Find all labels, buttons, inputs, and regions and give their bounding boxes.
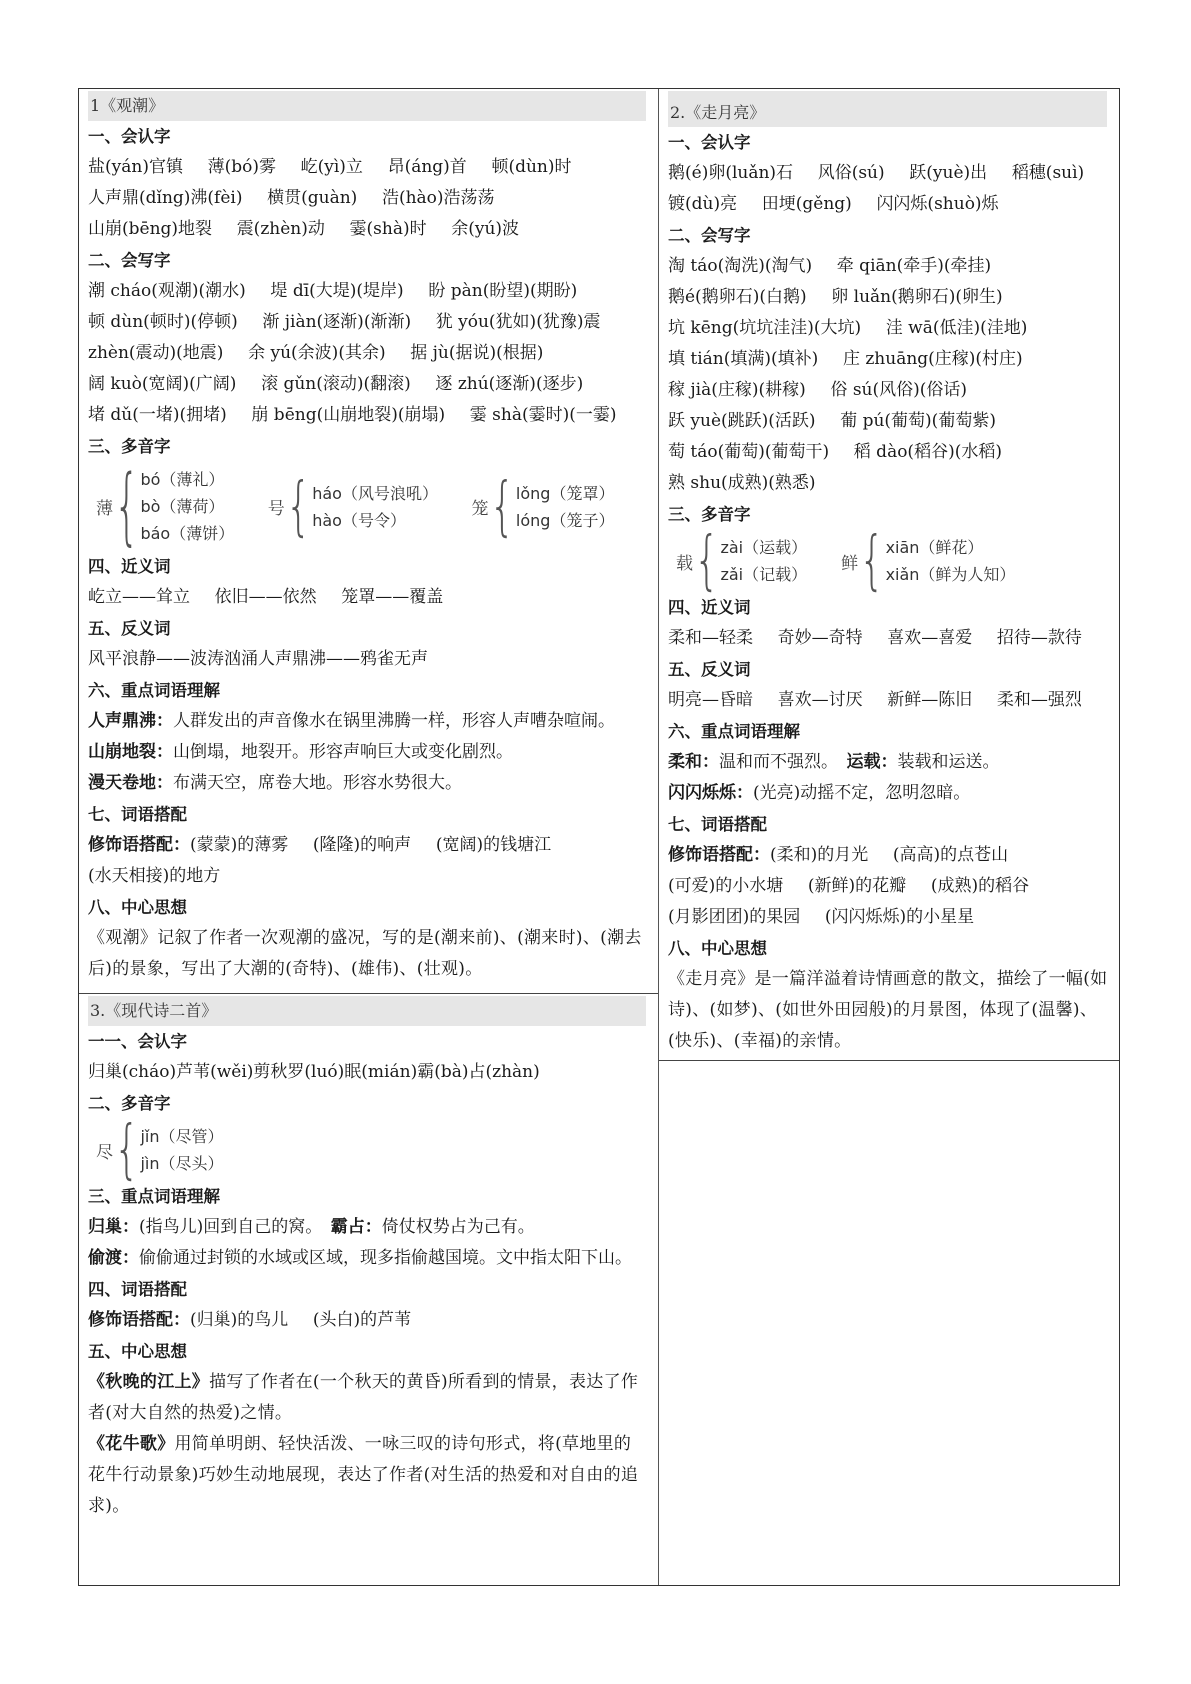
text-line [668,902,1109,933]
lesson-cell-1 [79,89,658,994]
section-heading: 一一、会认字 [88,1032,187,1051]
section [88,1088,648,1187]
brace-icon: { [859,524,885,598]
spacer [830,752,847,772]
list-item: (蒙蒙)的薄雾 [190,835,289,855]
section-heading: 一、会认字 [668,133,751,152]
brace-icon: { [489,469,515,544]
section-heading: 三、重点词语理解 [88,1187,220,1206]
polyphone-group [96,1113,224,1187]
list-item: 鹅é(鹅卵石)(白鹅) [668,287,807,307]
list-item: 坑 kēng(坑坑洼洼)(大坑) [668,318,862,338]
term-text: 归巢(cháo)芦苇(wěi)剪秋罗(luó)眠(mián)霸(bà)占(zhàn) [88,1062,540,1082]
section [88,431,648,555]
brace-icon: { [114,1113,140,1187]
list-item: 堤 dī(大堤)(堤岸) [270,281,404,301]
list-item: (归巢)的鸟儿 [190,1310,289,1330]
reading: lóng（笼子） [515,510,615,530]
section-heading: 六、重点词语理解 [668,722,800,741]
reading: bò（薄荷） [140,497,225,516]
list-item: 余(yú)波 [451,219,520,239]
reading: lǒng（笼罩） [515,483,615,503]
section [88,799,648,892]
text-line [88,768,648,799]
list-item: 犹 yóu(犹如)(犹豫)震 [435,312,601,332]
readings [140,466,233,547]
section [88,892,648,985]
section-heading: 二、会写字 [88,251,171,270]
list-item: 浩(hào)浩荡荡 [381,188,495,208]
section [668,592,1109,654]
term-text: 装载和运送。 [897,752,1000,772]
list-item: (高高)的点苍山 [892,845,1009,865]
list-item: 淘 táo(淘洗)(淘气) [668,256,813,276]
lesson-title: 1《观潮》 [88,91,646,121]
list-item: 牵 qiān(牵手)(牵挂) [836,256,992,276]
list-item: 盼 pàn(盼望)(期盼) [428,281,578,301]
section-heading: 五、中心思想 [88,1342,187,1361]
list-item: 山崩(bēng)地裂 [88,219,213,239]
list-item: 萄 táo(葡萄)(葡萄干) [668,442,830,462]
list-item: (宽阔)的钱塘江 [435,835,552,855]
paragraph-text: 用简单明朗、轻快活泼、一咏三叹的诗句形式，将(草地里的花牛行动景象)巧妙生动地展现，表达了作者(对生活的热爱和对自由的追求)。 [88,1434,639,1516]
list-item: 风俗(sú) [817,163,885,183]
lesson-cell-3 [79,994,658,1587]
section-heading: 五、反义词 [668,660,751,679]
term-label: 《秋晚的江上》 [88,1372,210,1392]
section [668,499,1109,598]
list-item: 人声鼎(dǐng)沸(fèi) [88,188,243,208]
text-line [668,747,1109,778]
text-line [88,644,648,675]
list-item: 盐(yán)官镇 [88,157,183,177]
text-line [88,830,648,861]
term-label: 山崩地裂： [88,742,173,762]
list-item: 柔和—轻柔 [668,628,753,648]
text-line [88,400,648,431]
list-item: zhèn(震动)(地震) [88,343,224,363]
section-heading: 二、会写字 [668,226,751,245]
lesson-cell-2 [659,89,1119,1061]
text-line [668,189,1109,220]
list-item: 依旧——依然 [214,587,317,607]
polyphone-char: 笼 [471,499,489,519]
section [668,933,1109,1057]
reading: zài（运载） [720,538,808,557]
text-line [88,369,648,400]
reading: xiǎn（鲜为人知） [885,565,1016,584]
list-item: 据 jù(据说)(根据) [410,343,544,363]
term-label: 修饰语搭配： [88,835,190,855]
section [668,127,1109,220]
text-line [88,307,648,338]
list-item: 熟 shu(成熟)(熟悉) [668,473,816,493]
list-item: 笼罩——覆盖 [341,587,444,607]
reading: báo（薄饼） [140,524,235,543]
section-heading: 四、近义词 [668,598,751,617]
text-line [668,251,1109,282]
text-line [668,313,1109,344]
readings [516,480,614,534]
term-label: 漫天卷地： [88,773,173,793]
list-item: 喜欢—喜爱 [887,628,973,648]
list-item: 霎 shà(霎时)(一霎) [469,405,617,425]
section-heading: 四、词语搭配 [88,1280,187,1299]
polyphone-group [96,458,235,555]
section [88,1274,648,1336]
term-text: 偷偷通过封锁的水域或区域，现多指偷越国境。文中指太阳下山。 [139,1248,632,1268]
section [668,716,1109,809]
term-text: 风平浪静——波涛汹涌人声鼎沸——鸦雀无声 [88,649,428,669]
polyphone-group [676,524,808,598]
list-item: 稻 dào(稻谷)(水稻) [853,442,1002,462]
list-item: 招待—款待 [996,628,1082,648]
list-item: 顿(dùn)时 [491,157,572,177]
text-line [88,338,648,369]
polyphone-char: 薄 [96,499,113,519]
paragraph [668,964,1109,1057]
paragraph-text: 《观潮》记叙了作者一次观潮的盛况，写的是(潮来前)、(潮来时)、(潮去后)的景象，写出了大潮的(奇特)、(雄伟)、(壮观)。 [88,928,642,979]
list-item: 闪闪烁(shuò)烁 [876,194,999,214]
list-item: 跃 yuè(跳跃)(活跃) [668,411,816,431]
readings [140,1123,223,1177]
list-item: (可爱)的小水塘 [668,876,784,896]
list-item: 葡 pú(葡萄)(葡萄紫) [840,411,996,431]
term-label: 霸占： [330,1217,382,1237]
text-line [88,582,648,613]
paragraph [88,1367,648,1429]
polyphone-figure [88,1113,648,1187]
term-text: 人群发出的声音像水在锅里沸腾一样，形容人声嘈杂喧闹。 [173,711,615,731]
section [668,220,1109,499]
section [88,613,648,675]
section-heading: 八、中心思想 [88,898,187,917]
list-item: 阔 kuò(宽阔)(广阔) [88,374,237,394]
term-label: 修饰语搭配： [88,1310,190,1330]
section-heading: 三、多音字 [88,437,171,456]
list-item: 柔和—强烈 [996,690,1082,710]
text-line [668,871,1109,902]
paragraph [88,923,648,985]
section-heading: 八、中心思想 [668,939,767,958]
list-item: (隆隆)的响声 [312,835,412,855]
readings [312,480,437,534]
section [88,1336,648,1522]
section [88,551,648,613]
reading: hào（号令） [312,510,406,530]
paragraph-text: 描写了作者在(一个秋天的黄昏)所看到的情景，表达了作者(对大自然的热爱)之情。 [88,1372,639,1423]
text-line [88,737,648,768]
section-heading: 一、会认字 [88,127,171,146]
reading: jǐn（尽管） [140,1127,224,1146]
polyphone-char: 载 [676,553,693,574]
list-item: (头白)的芦苇 [312,1310,412,1330]
section-heading: 二、多音字 [88,1094,171,1113]
list-item: 顿 dùn(顿时)(停顿) [88,312,238,332]
text-line [668,158,1109,189]
polyphone-figure [88,458,648,555]
lesson-title: 2.《走月亮》 [668,91,1107,127]
term-label: 闪闪烁烁： [668,783,753,803]
list-item: (月影团团)的果园 [668,907,801,927]
text-line [88,1243,648,1274]
term-label: 人声鼎沸： [88,711,173,731]
text-line [88,183,648,214]
list-item: 俗 sú(风俗)(俗话) [830,380,968,400]
list-item: 渐 jiàn(逐渐)(渐渐) [262,312,412,332]
section-heading: 四、近义词 [88,557,171,576]
list-item: 填 tián(填满)(填补) [668,349,819,369]
list-item: 鹅(é)卵(luǎn)石 [668,163,794,183]
reading: jìn（尽头） [140,1154,224,1173]
section [668,654,1109,716]
text-line [668,344,1109,375]
text-line [668,406,1109,437]
polyphone-char: 鲜 [841,553,859,574]
reading: zǎi（记载） [720,565,808,584]
text-line [88,706,648,737]
list-item: 逐 zhú(逐渐)(逐步) [435,374,584,394]
text-line [88,1212,648,1243]
section [88,675,648,799]
text-line [88,276,648,307]
list-item: 明亮—昏暗 [668,690,753,710]
term-text: 倚仗权势占为己有。 [381,1217,535,1237]
reading: xiān（鲜花） [885,538,984,557]
section-heading: 七、词语搭配 [88,805,187,824]
text-line [88,1057,648,1088]
list-item: 滚 gǔn(滚动)(翻滚) [261,374,411,394]
term-label: 修饰语搭配： [668,845,770,865]
term-text: 山倒塌，地裂开。形容声响巨大或变化剧烈。 [173,742,513,762]
list-item: 喜欢—讨厌 [777,690,863,710]
text-line [88,214,648,245]
list-item: 卵 luǎn(鹅卵石)(卵生) [831,287,1003,307]
section [88,1181,648,1274]
lesson-title: 3.《现代诗二首》 [88,996,646,1026]
paragraph [88,1429,648,1522]
text-line [668,282,1109,313]
empty-cell [659,1061,1119,1587]
list-item: 潮 cháo(观潮)(潮水) [88,281,246,301]
section [88,1026,648,1088]
readings [886,534,1016,588]
text-line [88,1305,648,1336]
reading: háo（风号浪吼） [312,483,438,503]
list-item: 震(zhèn)动 [236,219,325,239]
list-item: 洼 wā(低洼)(洼地) [885,318,1028,338]
list-item: 镀(dù)亮 [668,194,738,214]
spacer [314,1217,331,1237]
list-item: 新鲜—陈旧 [887,690,973,710]
term-text: (指鸟儿)回到自己的窝。 [139,1217,314,1237]
list-item: 屹(yì)立 [300,157,363,177]
text-line [668,840,1109,871]
term-label: 归巢： [88,1217,139,1237]
text-line [668,468,1109,499]
list-item: 跃(yuè)出 [909,163,988,183]
term-label: 运载： [846,752,898,772]
term-text: (光亮)动摇不定，忽明忽暗。 [753,783,971,803]
list-item: 横贯(guàn) [267,188,358,208]
term-label: 偷渡： [88,1248,139,1268]
brace-icon: { [114,458,140,555]
list-item: (闪闪烁烁)的小星星 [824,907,975,927]
term-text: 温和而不强烈。 [719,752,830,772]
list-item: 庄 zhuāng(庄稼)(村庄) [842,349,1023,369]
section [668,809,1109,933]
list-item: 屹立——耸立 [88,587,190,607]
text-line [668,437,1109,468]
list-item: 稻穗(suì) [1011,163,1085,183]
brace-icon: { [285,469,312,544]
list-item: (新鲜)的花瓣 [807,876,907,896]
list-item: (柔和)的月光 [770,845,869,865]
text-line [668,685,1109,716]
section-heading: 五、反义词 [88,619,171,638]
list-item: 田埂(gěng) [761,194,852,214]
section [88,245,648,431]
list-item: 霎(shà)时 [349,219,427,239]
text-line [88,152,648,183]
section-heading: 七、词语搭配 [668,815,767,834]
text-line [668,778,1109,809]
polyphone-char: 号 [267,499,285,519]
text-line [668,623,1109,654]
text-line [88,861,648,892]
list-item: 薄(bó)雾 [207,157,276,177]
term-text: (水天相接)的地方 [88,866,221,886]
term-text: 布满天空，席卷大地。形容水势很大。 [173,773,462,793]
section [88,121,648,245]
list-item: 奇妙—奇特 [777,628,863,648]
list-item: 余 yú(余波)(其余) [248,343,386,363]
section-heading: 六、重点词语理解 [88,681,220,700]
notes-table [78,88,1120,1586]
brace-icon: { [694,524,720,598]
list-item: 昂(áng)首 [387,157,467,177]
readings [720,534,807,588]
list-item: 崩 bēng(山崩地裂)(崩塌) [251,405,446,425]
section-heading: 三、多音字 [668,505,751,524]
reading: bó（薄礼） [140,470,225,489]
list-item: 堵 dǔ(一堵)(拥堵) [88,405,227,425]
term-label: 《花牛歌》 [88,1434,175,1454]
polyphone-group [267,469,438,544]
polyphone-figure [668,524,1109,598]
list-item: 稼 jià(庄稼)(耕稼) [668,380,806,400]
term-label: 柔和： [668,752,719,772]
text-line [668,375,1109,406]
polyphone-group [471,469,615,544]
polyphone-group [841,524,1016,598]
list-item: (成熟)的稻谷 [930,876,1030,896]
paragraph-text: 《走月亮》是一篇洋溢着诗情画意的散文，描绘了一幅(如诗)、(如梦)、(如世外田园般)的月景图，体现了(温馨)、(快乐)、(幸福)的亲情。 [668,969,1108,1051]
polyphone-char: 尽 [96,1142,113,1163]
